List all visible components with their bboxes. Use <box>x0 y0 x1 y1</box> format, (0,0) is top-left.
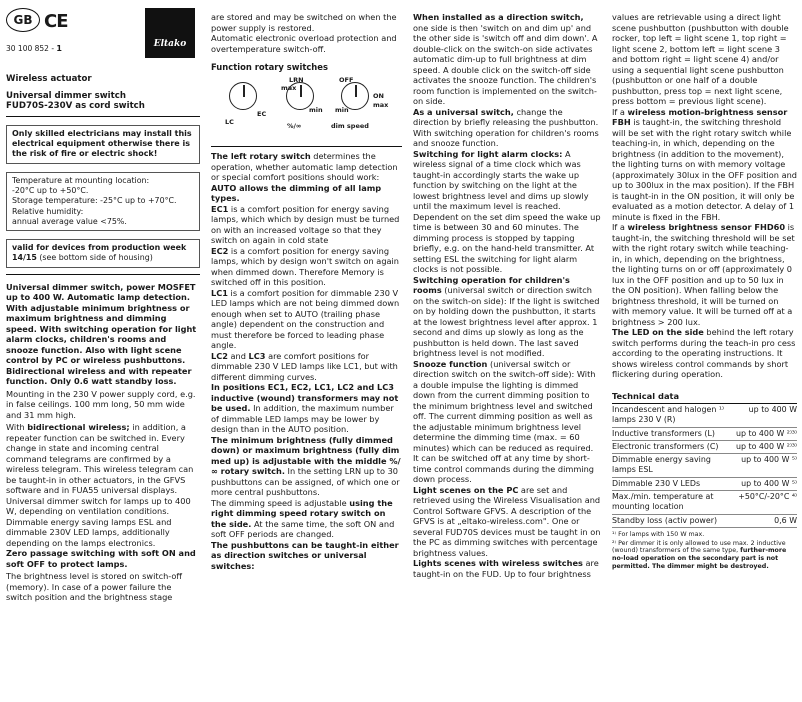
tech-value: up to 400 W <box>748 405 797 415</box>
ec1-text: EC1 is a comfort position for energy saving lamps, which which by design must be turned on with an increased voltage so that they switch on again in cold state <box>211 203 400 245</box>
tech-row <box>612 454 797 478</box>
label-off: OFF <box>339 76 354 84</box>
article-code-suffix: 1 <box>56 44 62 53</box>
wireless-scenes-text: Lights scenes with wireless switches are taught-in on the FUD. Up to four brightness <box>413 558 599 579</box>
tech-label: Standby loss (activ power) <box>612 515 718 525</box>
title-line2-text: Universal dimmer switch <box>6 91 126 101</box>
label-lc: LC <box>225 118 234 126</box>
left-rotary-dial <box>229 82 257 110</box>
tech-label: Dimmable energy saving lamps ESL <box>612 455 711 475</box>
label-percent-infinity: %/∞ <box>287 122 302 130</box>
positions-text: In positions EC1, EC2, LC1, LC2 and LC3 inductive (wound) transformers may not be used. In addition, the maximum number of dimmable LED lamps may be lower by design than in the AUTO position. <box>211 382 399 434</box>
dim-speed-text: The dimming speed is adjustable using the right dimming speed rotary switch on the side. At the same time, the soft ON and soft OFF periods are changed. <box>211 497 395 539</box>
direction-switch-text: When installed as a direction switch, one side is then 'switch on and dim up' and the other side is 'switch off and dim down'. A double-click on the switch-on side activates automatic dim-up to full brightness at dim speed. A double click on the switch-off side activates the snooze function. The children's room function is implemented on the switch-on side. <box>413 12 598 106</box>
tech-data-title: Technical data <box>612 391 797 405</box>
memory-text: The brightness level is stored on switch-off (memory). In case of a power failure the switch position and the brightness stage <box>6 571 183 603</box>
tech-value: up to 400 W ²⁾³⁾ <box>735 441 797 451</box>
article-code-main: 30 100 852 - <box>6 44 57 53</box>
ce-mark: CE <box>44 11 68 32</box>
intro-text: Universal dimmer switch, power MOSFET up to 400 W. Automatic lamp detection. With adjustable minimum brightness or maximum brightness and dimming speed. With switching operation for light alarm clocks, children's rooms and snooze function. Also with light scene control by PC or wireless pushbuttons. Bidirectional wireless and with repeater function. Only 0.6 watt standby loss. <box>6 281 197 387</box>
label-max-right: max <box>373 101 389 109</box>
country-badge: GB <box>6 8 40 32</box>
led-text: The LED on the side behind the left rotary switch performs during the teach-in pro cess according to the operating instructions. It shows wireless control commands by short flickering during operation. <box>612 327 796 379</box>
tech-value: 0,6 W <box>774 515 797 525</box>
mounting-text: Mounting in the 230 V power supply cord, e.g. in false ceilings. 100 mm long, 50 mm wide and 31 mm high. <box>6 388 196 420</box>
alarm-text: Switching for light alarm clocks: A wireless signal of a time clock which was taught-in accordingly starts the wake up function by switching on the light at the lowest brightness level and dims up slowly until the maximum level is reached. Dependent on the set dim speed the wake up time is between 30 and 60 minutes. The dimming process is stopped by tapping briefly, e.g. on the hand-held transmitter. At setting ESL the switching for light alarm clocks is not possible. <box>413 148 601 274</box>
humidity-value: annual average value <75%. <box>12 216 127 226</box>
column-1 <box>6 8 200 603</box>
snooze-text: Snooze function (universal switch or direction switch on the switch-off side): With a double impulse the lighting is dimmed down from the current dimming position to the minimum brightness level and switched off. The current dimming position as well as the adjustable minimum brightness level determine the dimming time (max. = 60 minutes) which can be reduced as required. It can be switched off at any time by short-time control commands during the dimming down process. <box>413 358 596 484</box>
label-min-mid: min <box>309 106 323 114</box>
validity-rest: (see bottom side of housing) <box>36 253 153 263</box>
scene-values-text: values are retrievable using a direct light scene pushbutton (pushbutton with double rocker, top left = light scene 1, top right = light scene 2, bottom left = light scene 3 and bottom right = light scene 4) and/or using a sequential light scene pushbutton (pushbutton or one half of a double pushbutton, press top = next light scene, press bottom = previous light scene). <box>612 12 789 106</box>
overload-text: Automatic electronic overload protection and overtemperature switch-off. <box>211 33 397 54</box>
motion-sensor-text: If a wireless motion-brightness sensor FBH is taught-in, the switching threshold will be set with the right rotary switch while teaching-in, in which, depending on the brightness (in addition to the movement), the lighting turns on with memory voltage (approximately 30lux in the OFF position and up to 300lux in the max position). If the FBH is taught-in in the ON position, it will only be evaluated as a motion detector. A delay of 1 minute is fixed in the FBH. <box>612 106 797 222</box>
pushbuttons-text: The pushbuttons can be taught-in either as direction switches or universal switches: <box>211 539 399 571</box>
label-ec: EC <box>257 110 267 118</box>
footnote-2: ²⁾ Per dimmer it is only allowed to use max. 2 inductive (wound) transformers of the same type, further-more no-load operation on the secondary part is not permitted. The dimmer might be destroyed. <box>612 539 787 571</box>
tech-row <box>612 428 797 441</box>
column-4 <box>612 12 797 571</box>
tech-row <box>612 515 797 528</box>
universal-switch-text: As a universal switch, change the direction by briefly releasing the pushbutton. With switching operation for children's rooms and snooze function. <box>413 106 599 148</box>
column-3 <box>413 12 601 579</box>
min-brightness-text: The minimum brightness (fully dimmed down) or maximum brightness (fully dim med up) is adjustable with the middle %/∞ rotary switch. In the setting LRN up to 30 pushbuttons can be assigned, of which one or more central pushbuttons. <box>211 434 401 497</box>
tech-value: up to 400 W ²⁾³⁾ <box>735 428 797 438</box>
divider-2 <box>6 274 200 275</box>
label-max-mid: max <box>281 84 297 92</box>
label-on: ON <box>373 92 384 100</box>
left-switch-text: The left rotary switch determines the operation, whether automatic lamp detection or special comfort positions should work: <box>211 151 398 182</box>
storage-temp: Storage temperature: -25°C up to +70°C. <box>12 196 177 206</box>
brightness-sensor-text: If a wireless brightness sensor FHD60 is taught-in, the switching threshold will be set with the right rotary switch while teaching-in, in which, depending on the brightness, the lighting turns on or off (approximately 0 lux in the OFF position and up to 50 lux in the ON position). When falling below the brightness threshold, it will be turned on with memory value. It will be turned off at a brightness > 200 lux. <box>612 222 795 327</box>
title-line3-text: FUD70S-230V as cord switch <box>6 101 145 112</box>
universal-text: Universal dimmer switch for lamps up to 400 W, depending on ventilation conditions. Dimmable energy saving lamps ESL and dimmable 230V LED lamps, additionally depending on the lamps electronics. <box>6 495 191 548</box>
tech-label: Incandescent and halogen ¹⁾ lamps 230 V (R) <box>612 405 724 425</box>
tech-value: up to 400 W ⁵⁾ <box>741 478 797 488</box>
article-code <box>6 44 62 54</box>
tech-value: +50°C/-20°C ⁴⁾ <box>738 491 797 501</box>
children-text: Switching operation for children's rooms (universal switch or direction switch on the switch-on side): If the light is switched on by holding down the pushbutton, it starts at the lowest brightness level after approx. 1 second and dims up slowly as long as the pushbutton is held down. The last saved brightness level is not modified. <box>413 274 600 358</box>
tech-label: Electronic transformers (C) <box>612 441 719 451</box>
power-restore-text: are stored and may be switched on when the power supply is restored. <box>211 12 397 33</box>
tech-row <box>612 441 797 454</box>
validity-bold: valid for devices from production week 14/15 <box>12 243 187 263</box>
auto-text: AUTO allows the dimming of all lamp types. <box>211 182 382 203</box>
divider <box>6 116 200 117</box>
validity-box <box>6 239 200 268</box>
humidity-label: Relative humidity: <box>12 206 84 216</box>
temp-label: Temperature at mounting location: <box>12 175 150 185</box>
tech-label: Dimmable 230 V LEDs <box>612 478 701 488</box>
label-dim-speed: dim speed <box>331 122 369 130</box>
pc-scenes-text: Light scenes on the PC are set and retrieved using the Wireless Visualisation and Control Software GFVS. A description of the GFVS is at „eltako-wireless.com". One or several FUD70S devices must be taught in on the PC as dimming switches with percentage brightness values. <box>413 484 601 558</box>
tech-row <box>612 491 797 515</box>
tech-row <box>612 478 797 491</box>
environment-box <box>6 172 200 231</box>
ec2-text: EC2 is a comfort position for energy saving lamps, which by design won't switch on again when dimmed down. Therefore Memory is switched off in this position. <box>211 245 399 287</box>
title-line2 <box>6 91 200 112</box>
tech-data-table <box>612 404 797 528</box>
temp-value: -20°C up to +50°C. <box>12 186 89 196</box>
rotary-switch-figure <box>211 62 402 150</box>
lc23-text: LC2 and LC3 are comfort positions for dimmable 230 V LED lamps like LC1, but with different dimming curves. <box>211 350 398 382</box>
label-min-right: min <box>335 106 349 114</box>
tech-label: Max./min. temperature at mounting location <box>612 491 714 512</box>
zero-passage-text: Zero passage switching with soft ON and soft OFF to protect lamps. <box>6 548 196 569</box>
tech-label: Inductive transformers (L) <box>612 428 715 438</box>
bidirectional-text: With bidirectional wireless; in addition, a repeater function can be switched in. Every change in state and incoming central command telegrams are confirmed by a wireless telegram. This wireless telegram can be taught-in in other actuators, in the GFVS software and in FUA55 universal displays. <box>6 422 194 496</box>
header <box>6 8 200 68</box>
brand-logo: Eltako <box>145 8 195 58</box>
column-2 <box>211 12 402 571</box>
tech-row <box>612 404 797 428</box>
footnote-1: ¹⁾ For lamps with 150 W max. <box>612 530 705 538</box>
tech-value: up to 400 W ⁵⁾ <box>741 455 797 465</box>
warning-box: Only skilled electricians may install this electrical equipment otherwise there is the risk of fire or electric shock! <box>6 125 200 164</box>
label-lrn: LRN <box>289 76 304 84</box>
figure-title: Function rotary switches <box>211 62 328 72</box>
title-line1: Wireless actuator <box>6 74 92 84</box>
lc1-text: LC1 is a comfort position for dimmable 230 V LED lamps which are not being dimmed down enough when set to AUTO (trailing phase angle) dependent on the construction and must therefore be forced to leading phase angle. <box>211 287 400 350</box>
